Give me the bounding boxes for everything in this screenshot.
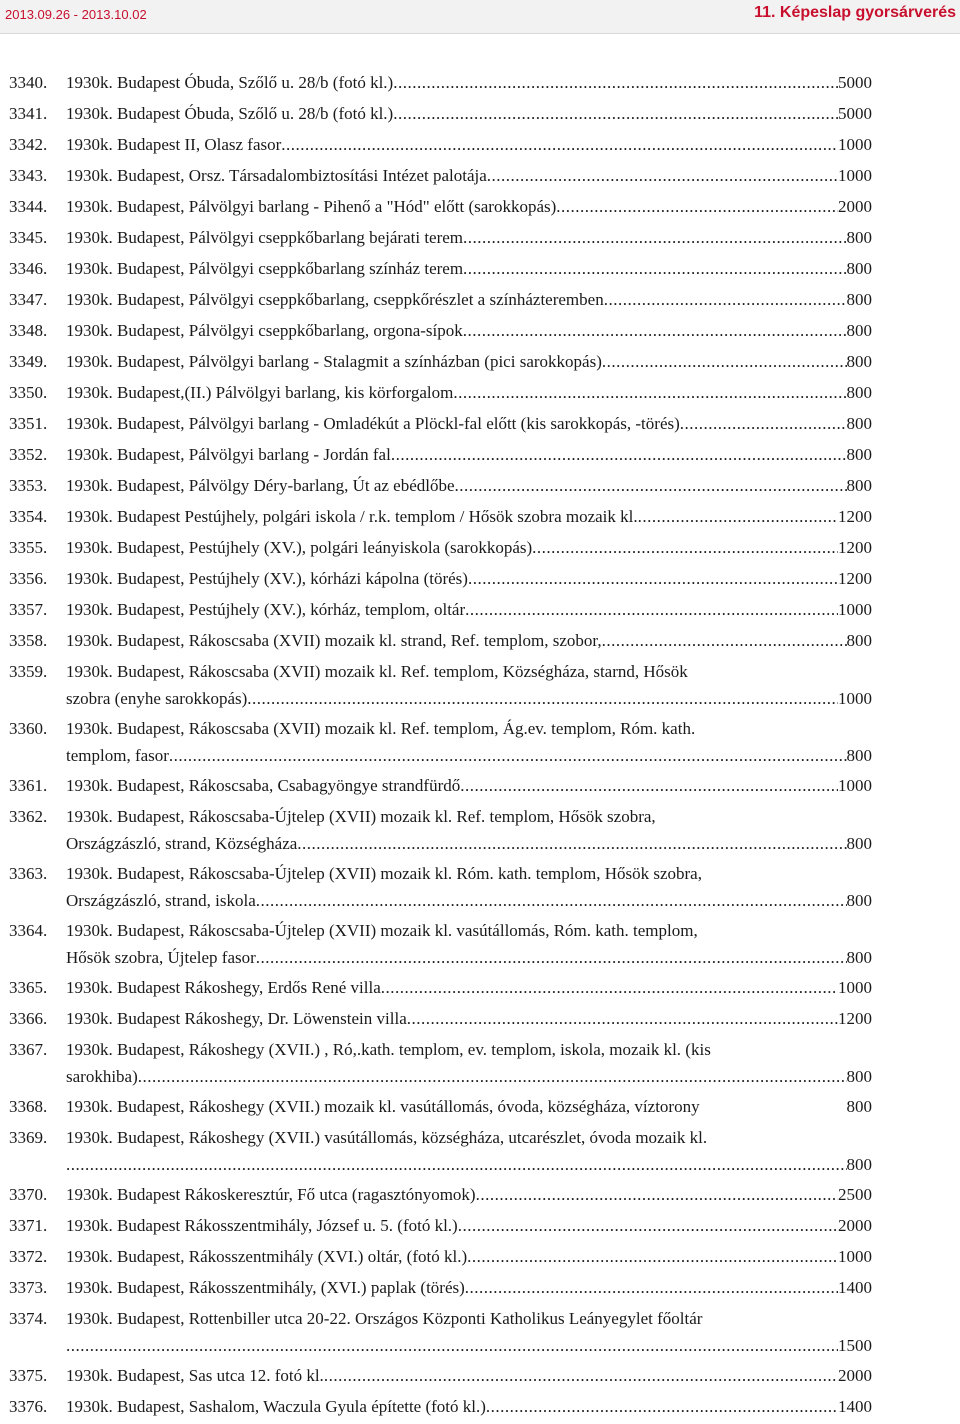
- lot-text: 1930k. Budapest, Rákoshegy (XVII.) mozaik kl. vasútállomás, óvoda, községháza, víztorony: [66, 1097, 700, 1116]
- lot-number: 3361.: [9, 776, 48, 795]
- dot-leader: [476, 1181, 838, 1208]
- lot-number: 3370.: [9, 1185, 48, 1204]
- lot-description: [66, 917, 872, 971]
- lot-entry: [0, 803, 960, 860]
- lot-text: 1930k. Budapest, Pálvölgyi cseppkőbarlang, orgona-sípok: [66, 321, 463, 340]
- lot-text: 1930k. Budapest, Rottenbiller utca 20-22. Országos Központi Katholikus Leányegylet főoltár: [66, 1309, 703, 1328]
- lot-text: 1930k. Budapest Rákoskeresztúr, Fő utca (ragasztónyomok): [66, 1185, 476, 1204]
- lot-price: 800: [846, 631, 872, 650]
- lot-price: 800: [846, 476, 872, 495]
- lot-description: [66, 162, 872, 189]
- lot-text: 1930k. Budapest, Rákoscsaba (XVII) mozaik kl. Ref. templom, Ág.ev. templom, Róm. kath.: [66, 719, 696, 738]
- lot-description: [66, 472, 872, 499]
- lot-number: 3348.: [9, 321, 48, 340]
- lot-number: 3343.: [9, 166, 48, 185]
- dot-leader: [602, 348, 847, 375]
- lot-number: 3340.: [9, 73, 48, 92]
- lot-text: 1930k. Budapest, Pálvölgy Déry-barlang, Út az ebédlőbe: [66, 476, 455, 495]
- lot-number: 3371.: [9, 1216, 48, 1235]
- lot-entry: [0, 565, 960, 596]
- page-header: [0, 0, 960, 34]
- lot-number: 3351.: [9, 414, 48, 433]
- dot-leader: [486, 1393, 838, 1420]
- lot-number: 3342.: [9, 135, 48, 154]
- dot-leader: [393, 100, 838, 127]
- lot-price: 1000: [838, 166, 872, 185]
- dot-leader: [602, 627, 847, 654]
- lot-text: 1930k. Budapest, Rákoscsaba-Újtelep (XVII) mozaik kl. vasútállomás, Róm. kath. templom,: [66, 921, 698, 940]
- dot-leader: [407, 1005, 838, 1032]
- lot-entry: [0, 627, 960, 658]
- lot-entry: [0, 974, 960, 1005]
- lot-text: 1930k. Budapest, Sashalom, Waczula Gyula építette (fotó kl.): [66, 1397, 486, 1416]
- lot-text: 1930k. Budapest, Rákoscsaba (XVII) mozaik kl. Ref. templom, Községháza, starnd, Hősök: [66, 662, 688, 681]
- lot-entry: [0, 1181, 960, 1212]
- lot-price: 1500: [838, 1336, 872, 1355]
- lot-description: [66, 379, 872, 406]
- lot-entry: [0, 1243, 960, 1274]
- dot-leader: [468, 565, 838, 592]
- dot-leader: [465, 1274, 838, 1301]
- lot-entry: [0, 379, 960, 410]
- lot-text: 1930k. Budapest, Pálvölgyi cseppkőbarlang színház terem: [66, 259, 464, 278]
- lot-price: 1000: [838, 776, 872, 795]
- lot-entry: [0, 224, 960, 255]
- lot-price: 1200: [838, 538, 872, 557]
- lot-text: 1930k. Budapest, Pestújhely (XV.), polgári leányiskola (sarokkopás): [66, 538, 533, 557]
- lot-price: 1000: [838, 1247, 872, 1266]
- lot-description: [66, 1093, 872, 1120]
- lot-number: 3350.: [9, 383, 48, 402]
- lot-number: 3354.: [9, 507, 48, 526]
- lot-price: 5000: [838, 73, 872, 92]
- lot-description: [66, 772, 872, 799]
- lot-price: 800: [846, 1155, 872, 1174]
- dot-leader: [638, 503, 838, 530]
- dot-leader: [381, 974, 838, 1001]
- lot-text: 1930k. Budapest Pestújhely, polgári iskola / r.k. templom / Hősök szobra mozaik kl.: [66, 507, 638, 526]
- lot-number: 3374.: [9, 1309, 48, 1328]
- lot-text: 1930k. Budapest, Rákoscsaba-Újtelep (XVII) mozaik kl. Ref. templom, Hősök szobra,: [66, 807, 656, 826]
- lot-description: [66, 565, 872, 592]
- lot-entry: [0, 1005, 960, 1036]
- lot-text: 1930k. Budapest, Pálvölgyi barlang - Pihenő a "Hód" előtt (sarokkopás): [66, 197, 557, 216]
- lot-number: 3366.: [9, 1009, 48, 1028]
- lot-description: [66, 131, 872, 158]
- lot-price: 800: [846, 383, 872, 402]
- lot-description: [66, 1274, 872, 1301]
- lot-price: 1000: [838, 135, 872, 154]
- lot-description: [66, 534, 872, 561]
- lot-description: [66, 348, 872, 375]
- lot-number: 3365.: [9, 978, 48, 997]
- lot-price: 2500: [838, 1185, 872, 1204]
- lot-number: 3357.: [9, 600, 48, 619]
- dot-leader: [138, 1063, 847, 1090]
- lot-price: 2000: [838, 1366, 872, 1385]
- lot-entry: [0, 162, 960, 193]
- lot-price: 800: [846, 891, 872, 910]
- lot-text: 1930k. Budapest, Rákoscsaba-Újtelep (XVII) mozaik kl. Róm. kath. templom, Hősök szobra,: [66, 864, 702, 883]
- lot-description: [66, 627, 872, 654]
- dot-leader: [256, 887, 847, 914]
- lot-number: 3347.: [9, 290, 48, 309]
- lot-price: 1000: [838, 689, 872, 708]
- lot-text: 1930k. Budapest, Rákoscsaba (XVII) mozaik kl. strand, Ref. templom, szobor,: [66, 631, 602, 650]
- lot-entry: [0, 100, 960, 131]
- dot-leader: [458, 1212, 838, 1239]
- lot-number: 3353.: [9, 476, 48, 495]
- lot-price: 1200: [838, 1009, 872, 1028]
- lot-text: 1930k. Budapest, Pálvölgyi barlang - Omladékút a Plöckl-fal előtt (kis sarokkopás, -törés): [66, 414, 680, 433]
- lot-description: [66, 658, 872, 712]
- dot-leader: [247, 685, 838, 712]
- lot-price: 5000: [838, 104, 872, 123]
- lot-entry: [0, 1212, 960, 1243]
- lot-entry: [0, 317, 960, 348]
- lot-price: 1200: [838, 507, 872, 526]
- lot-number: 3349.: [9, 352, 48, 371]
- lot-text: templom, fasor: [66, 746, 169, 765]
- lot-description: [66, 69, 872, 96]
- lot-description: [66, 1005, 872, 1032]
- lot-description: [66, 1362, 872, 1389]
- lot-entry: [0, 596, 960, 627]
- lot-number: 3362.: [9, 807, 48, 826]
- lot-number: 3375.: [9, 1366, 48, 1385]
- lot-entry: [0, 1305, 960, 1362]
- lot-description: [66, 1393, 872, 1420]
- lot-text: 1930k. Budapest, Sas utca 12. fotó kl.: [66, 1366, 324, 1385]
- lot-entry: [0, 472, 960, 503]
- lot-number: 3376.: [9, 1397, 48, 1416]
- lot-text: 1930k. Budapest, Rákoshegy (XVII.) vasútállomás, községháza, utcarészlet, óvoda mozaik kl.: [66, 1128, 708, 1147]
- dot-leader: [297, 830, 846, 857]
- lot-entry: [0, 917, 960, 974]
- lot-price: 800: [846, 1067, 872, 1086]
- lot-description: [66, 100, 872, 127]
- lot-entry: [0, 1093, 960, 1124]
- lot-entry: [0, 131, 960, 162]
- lot-price: 800: [846, 834, 872, 853]
- lot-description: [66, 317, 872, 344]
- auction-dates: 2013.09.26 - 2013.10.02: [5, 7, 147, 22]
- lot-description: [66, 441, 872, 468]
- lot-number: 3359.: [9, 662, 48, 681]
- dot-leader: [391, 441, 847, 468]
- lot-description: [66, 193, 872, 220]
- lot-number: 3346.: [9, 259, 48, 278]
- lot-price: 1000: [838, 978, 872, 997]
- lot-price: 800: [846, 746, 872, 765]
- auction-title: 11. Képeslap gyorsárverés: [754, 4, 956, 21]
- lot-description: [66, 1212, 872, 1239]
- dot-leader: [556, 193, 838, 220]
- lot-price: 800: [846, 352, 872, 371]
- lot-price: 2000: [838, 197, 872, 216]
- lot-entry: [0, 503, 960, 534]
- lot-price: 800: [846, 445, 872, 464]
- lot-number: 3344.: [9, 197, 48, 216]
- dot-leader: [66, 1332, 838, 1359]
- lot-number: 3369.: [9, 1128, 48, 1147]
- lot-text: 1930k. Budapest Óbuda, Szőlő u. 28/b (fotó kl.): [66, 73, 394, 92]
- lot-description: [66, 286, 872, 313]
- lot-number: 3364.: [9, 921, 48, 940]
- dot-leader: [708, 1093, 847, 1120]
- dot-leader: [453, 379, 846, 406]
- lot-entry: [0, 286, 960, 317]
- lot-text: Országzászló, strand, iskola: [66, 891, 256, 910]
- lot-number: 3367.: [9, 1040, 48, 1059]
- lot-text: 1930k. Budapest, Rákoshegy (XVII.) , Ró,.kath. templom, ev. templom, iskola, mozaik kl. (kis: [66, 1040, 711, 1059]
- lot-number: 3352.: [9, 445, 48, 464]
- lot-price: 800: [846, 290, 872, 309]
- lot-price: 1400: [838, 1397, 872, 1416]
- lot-text: 1930k. Budapest, Pestújhely (XV.), kórház, templom, oltár: [66, 600, 466, 619]
- lot-text: szobra (enyhe sarokkopás): [66, 689, 248, 708]
- dot-leader: [66, 1151, 847, 1178]
- dot-leader: [169, 742, 847, 769]
- lot-entry: [0, 1362, 960, 1393]
- lot-entry: [0, 860, 960, 917]
- lot-entry: [0, 348, 960, 379]
- lot-description: [66, 1243, 872, 1270]
- dot-leader: [463, 255, 846, 282]
- lot-text: Hősök szobra, Újtelep fasor: [66, 948, 256, 967]
- dot-leader: [604, 286, 847, 313]
- lot-entry: [0, 715, 960, 772]
- lot-number: 3373.: [9, 1278, 48, 1297]
- lot-text: 1930k. Budapest,(II.) Pálvölgyi barlang, kis körforgalom: [66, 383, 454, 402]
- lot-number: 3356.: [9, 569, 48, 588]
- lot-text: 1930k. Budapest, Pálvölgyi cseppkőbarlang, cseppkőrészlet a színházteremben: [66, 290, 604, 309]
- lot-price: 800: [846, 321, 872, 340]
- dot-leader: [467, 1243, 838, 1270]
- dot-leader: [460, 772, 838, 799]
- lot-price: 800: [846, 948, 872, 967]
- lot-entry: [0, 534, 960, 565]
- lot-number: 3372.: [9, 1247, 48, 1266]
- lot-list: [0, 69, 960, 1424]
- lot-price: 1400: [838, 1278, 872, 1297]
- lot-number: 3345.: [9, 228, 48, 247]
- lot-text: 1930k. Budapest, Rákosszentmihály (XVI.) oltár, (fotó kl.): [66, 1247, 468, 1266]
- lot-text: 1930k. Budapest Rákosszentmihály, József u. 5. (fotó kl.): [66, 1216, 458, 1235]
- lot-text: 1930k. Budapest II, Olasz fasor: [66, 135, 282, 154]
- lot-entry: [0, 441, 960, 472]
- lot-entry: [0, 772, 960, 803]
- lot-price: 800: [846, 1097, 872, 1116]
- lot-description: [66, 803, 872, 857]
- lot-description: [66, 224, 872, 251]
- lot-entry: [0, 410, 960, 441]
- lot-text: 1930k. Budapest, Rákosszentmihály, (XVI.) paplak (törés): [66, 1278, 465, 1297]
- dot-leader: [324, 1362, 838, 1389]
- lot-entry: [0, 255, 960, 286]
- lot-entry: [0, 69, 960, 100]
- lot-entry: [0, 658, 960, 715]
- lot-text: 1930k. Budapest Rákoshegy, Dr. Löwenstein villa: [66, 1009, 407, 1028]
- lot-description: [66, 596, 872, 623]
- lot-description: [66, 1124, 872, 1178]
- dot-leader: [532, 534, 838, 561]
- lot-description: [66, 1181, 872, 1208]
- lot-number: 3360.: [9, 719, 48, 738]
- lot-price: 1000: [838, 600, 872, 619]
- lot-text: 1930k. Budapest, Orsz. Társadalombiztosítási Intézet palotája: [66, 166, 487, 185]
- lot-description: [66, 1036, 872, 1090]
- lot-description: [66, 974, 872, 1001]
- lot-number: 3358.: [9, 631, 48, 650]
- lot-price: 800: [846, 414, 872, 433]
- dot-leader: [455, 472, 847, 499]
- lot-description: [66, 715, 872, 769]
- lot-text: Országzászló, strand, Községháza: [66, 834, 298, 853]
- lot-number: 3341.: [9, 104, 48, 123]
- dot-leader: [463, 317, 847, 344]
- lot-number: 3355.: [9, 538, 48, 557]
- lot-description: [66, 1305, 872, 1359]
- dot-leader: [393, 69, 838, 96]
- lot-text: 1930k. Budapest Rákoshegy, Erdős René villa: [66, 978, 381, 997]
- lot-entry: [0, 1393, 960, 1424]
- lot-price: 800: [846, 228, 872, 247]
- lot-entry: [0, 1274, 960, 1305]
- lot-description: [66, 255, 872, 282]
- dot-leader: [680, 410, 847, 437]
- lot-text: 1930k. Budapest, Rákoscsaba, Csabagyöngye strandfürdő: [66, 776, 461, 795]
- dot-leader: [256, 944, 847, 971]
- lot-price: 800: [846, 259, 872, 278]
- lot-text: 1930k. Budapest, Pálvölgyi barlang - Jordán fal: [66, 445, 391, 464]
- lot-number: 3363.: [9, 864, 48, 883]
- dot-leader: [465, 596, 838, 623]
- lot-entry: [0, 1036, 960, 1093]
- lot-text: 1930k. Budapest Óbuda, Szőlő u. 28/b (fotó kl.): [66, 104, 394, 123]
- lot-text: 1930k. Budapest, Pálvölgyi cseppkőbarlang bejárati terem: [66, 228, 464, 247]
- lot-entry: [0, 193, 960, 224]
- dot-leader: [281, 131, 838, 158]
- lot-price: 2000: [838, 1216, 872, 1235]
- lot-description: [66, 503, 872, 530]
- lot-text: 1930k. Budapest, Pestújhely (XV.), kórházi kápolna (törés): [66, 569, 468, 588]
- lot-number: 3368.: [9, 1097, 48, 1116]
- lot-text: sarokhiba): [66, 1067, 138, 1086]
- lot-price: 1200: [838, 569, 872, 588]
- lot-description: [66, 860, 872, 914]
- lot-text: 1930k. Budapest, Pálvölgyi barlang - Stalagmit a színházban (pici sarokkopás): [66, 352, 602, 371]
- lot-description: [66, 410, 872, 437]
- dot-leader: [463, 224, 846, 251]
- lot-entry: [0, 1124, 960, 1181]
- dot-leader: [487, 162, 838, 189]
